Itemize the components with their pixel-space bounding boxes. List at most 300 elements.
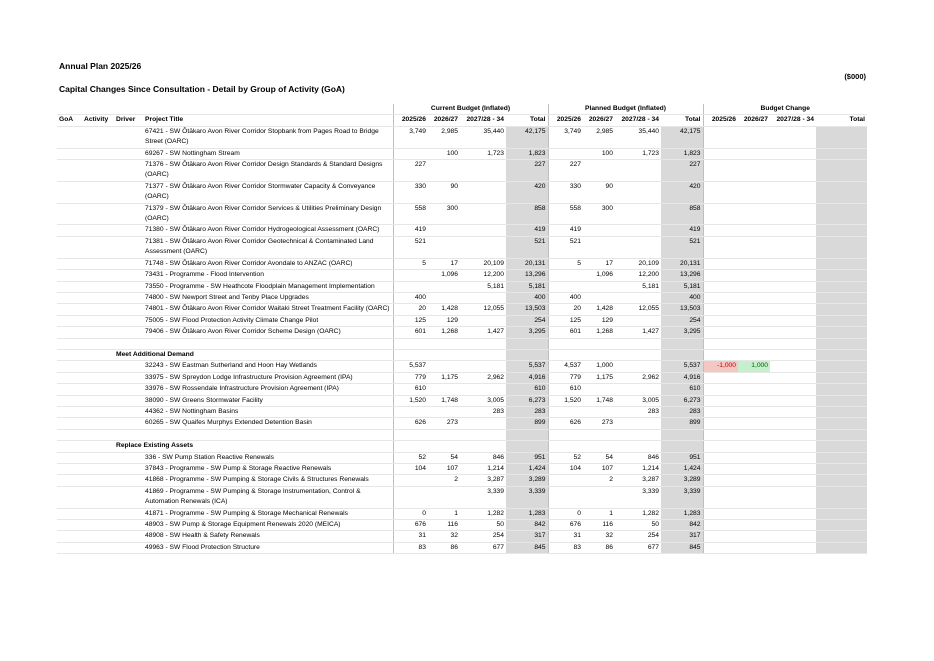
cur-value: 20	[393, 304, 428, 315]
table-cell	[703, 349, 738, 360]
cur-value: 125	[393, 315, 428, 326]
table-cell	[57, 429, 82, 440]
pln-value	[615, 236, 661, 258]
cur-value: 32	[428, 531, 460, 542]
chg-value	[738, 281, 770, 292]
table-cell	[57, 225, 82, 236]
chg-value	[738, 418, 770, 429]
pln-value: 1,428	[583, 304, 615, 315]
table-row	[57, 406, 867, 417]
pln-value: 842	[661, 520, 703, 531]
cur-value: 17	[428, 258, 460, 269]
table-cell	[82, 258, 114, 269]
project-title: 336 - SW Pump Station Reactive Renewals	[143, 452, 393, 463]
chg-value	[770, 384, 816, 395]
chg-value	[703, 148, 738, 159]
cur-value: 521	[506, 236, 548, 258]
table-cell	[82, 486, 114, 508]
pln-value	[548, 475, 583, 486]
chg-value	[703, 327, 738, 338]
table-cell	[114, 406, 143, 417]
section-label: Replace Existing Assets	[114, 441, 393, 452]
table-cell	[506, 441, 548, 452]
table-cell	[770, 441, 816, 452]
pln-value: 12,200	[615, 270, 661, 281]
table-cell	[114, 452, 143, 463]
cur-value: 50	[460, 520, 506, 531]
table-cell	[114, 270, 143, 281]
table-cell	[57, 441, 82, 452]
chg-value	[738, 395, 770, 406]
table-cell	[738, 349, 770, 360]
table-cell	[82, 126, 114, 148]
cur-value: 2,962	[460, 372, 506, 383]
table-cell	[114, 542, 143, 553]
cur-value: 3,295	[506, 327, 548, 338]
table-cell	[816, 338, 867, 349]
chg-value	[703, 463, 738, 474]
cur-value	[428, 384, 460, 395]
column-header: 2027/28 - 34	[615, 115, 661, 126]
column-header: 2027/28 - 34	[770, 115, 816, 126]
cur-value: 3,287	[460, 475, 506, 486]
chg-value	[816, 292, 867, 303]
table-cell	[82, 236, 114, 258]
chg-value	[816, 452, 867, 463]
chg-value	[738, 181, 770, 203]
pln-value: 676	[548, 520, 583, 531]
table-cell	[57, 327, 82, 338]
table-cell	[114, 126, 143, 148]
table-cell	[57, 361, 82, 372]
column-header: 2025/26	[393, 115, 428, 126]
cur-value: 31	[393, 531, 428, 542]
pln-value: 420	[661, 181, 703, 203]
table-cell	[114, 304, 143, 315]
chg-value	[703, 406, 738, 417]
cur-value	[428, 236, 460, 258]
pln-value: 4,537	[548, 361, 583, 372]
project-title: 41868 - Programme - SW Pumping & Storage Civils & Structures Renewals	[143, 475, 393, 486]
table-cell	[428, 441, 460, 452]
table-cell	[82, 315, 114, 326]
pln-value: 3,339	[615, 486, 661, 508]
table-cell	[703, 441, 738, 452]
chg-value	[770, 160, 816, 182]
chg-value	[770, 258, 816, 269]
pln-value: 1,723	[615, 148, 661, 159]
project-title: 49963 - SW Flood Protection Structure	[143, 542, 393, 553]
table-cell	[57, 281, 82, 292]
pln-value	[615, 418, 661, 429]
cur-value: 846	[460, 452, 506, 463]
chg-value	[703, 126, 738, 148]
chg-value	[703, 225, 738, 236]
spacer-row	[57, 429, 867, 440]
table-cell	[82, 508, 114, 519]
cur-value	[393, 270, 428, 281]
chg-value	[738, 270, 770, 281]
cur-value: 254	[460, 531, 506, 542]
pln-value: 899	[661, 418, 703, 429]
cur-value: 1,520	[393, 395, 428, 406]
chg-value: -1,000	[703, 361, 738, 372]
cur-value: 779	[393, 372, 428, 383]
pln-value: 779	[548, 372, 583, 383]
pln-value: 1,427	[615, 327, 661, 338]
cur-value	[428, 281, 460, 292]
table-cell	[583, 441, 615, 452]
table-cell	[703, 429, 738, 440]
column-header: Activity	[82, 115, 114, 126]
cur-value: 626	[393, 418, 428, 429]
pln-value: 5,181	[661, 281, 703, 292]
project-title: 33975 - SW Spreydon Lodge Infrastructure Provision Agreement (IPA)	[143, 372, 393, 383]
table-row	[57, 475, 867, 486]
chg-value	[770, 452, 816, 463]
pln-value: 125	[548, 315, 583, 326]
pln-value: 1,096	[583, 270, 615, 281]
project-title: 69267 - SW Nottingham Stream	[143, 148, 393, 159]
column-header: Total	[661, 115, 703, 126]
table-cell	[57, 338, 82, 349]
table-cell	[82, 531, 114, 542]
cur-value: 1,428	[428, 304, 460, 315]
chg-value	[770, 327, 816, 338]
cur-value: 100	[428, 148, 460, 159]
cur-value	[460, 160, 506, 182]
chg-value	[816, 418, 867, 429]
table-cell	[57, 292, 82, 303]
chg-value	[703, 315, 738, 326]
pln-value: 521	[548, 236, 583, 258]
pln-value: 1,748	[583, 395, 615, 406]
chg-value	[703, 452, 738, 463]
cur-value: 1,214	[460, 463, 506, 474]
chg-value	[770, 292, 816, 303]
chg-value	[770, 395, 816, 406]
pln-value: 5,181	[615, 281, 661, 292]
chg-value	[703, 203, 738, 225]
table-cell	[114, 520, 143, 531]
table-row	[57, 236, 867, 258]
table-cell	[82, 181, 114, 203]
pln-value: 100	[583, 148, 615, 159]
cur-value: 951	[506, 452, 548, 463]
chg-value	[703, 160, 738, 182]
table-cell	[506, 338, 548, 349]
pln-value	[583, 486, 615, 508]
table-cell	[82, 406, 114, 417]
project-title: 75005 - SW Flood Protection Activity Climate Change Pilot	[143, 315, 393, 326]
chg-value	[703, 384, 738, 395]
cur-value: 273	[428, 418, 460, 429]
table-cell	[114, 292, 143, 303]
pln-value: 400	[548, 292, 583, 303]
cur-value: 1	[428, 508, 460, 519]
cur-value: 227	[393, 160, 428, 182]
column-header: Total	[506, 115, 548, 126]
table-cell	[114, 508, 143, 519]
pln-value: 677	[615, 542, 661, 553]
chg-value	[738, 148, 770, 159]
table-cell	[82, 292, 114, 303]
chg-value	[738, 304, 770, 315]
table-cell	[82, 338, 114, 349]
chg-value	[816, 372, 867, 383]
cur-value: 54	[428, 452, 460, 463]
table-cell	[393, 429, 428, 440]
project-title: 74801 - SW Ōtākaro Avon River Corridor Waitaki Street Treatment Facility (OARC)	[143, 304, 393, 315]
chg-value	[703, 258, 738, 269]
table-cell	[57, 418, 82, 429]
table-cell	[82, 281, 114, 292]
pln-value	[583, 292, 615, 303]
pln-value	[615, 181, 661, 203]
pln-value: 330	[548, 181, 583, 203]
cur-value: 400	[393, 292, 428, 303]
cur-value	[460, 181, 506, 203]
chg-value	[770, 126, 816, 148]
pln-value: 4,916	[661, 372, 703, 383]
pln-value: 1	[583, 508, 615, 519]
chg-value	[816, 486, 867, 508]
table-cell	[703, 338, 738, 349]
pln-value	[615, 384, 661, 395]
pln-value: 54	[583, 452, 615, 463]
table-cell	[460, 429, 506, 440]
pln-value: 86	[583, 542, 615, 553]
chg-value	[770, 304, 816, 315]
column-header: 2026/27	[738, 115, 770, 126]
cur-value: 254	[506, 315, 548, 326]
cur-value: 20,109	[460, 258, 506, 269]
table-cell	[82, 160, 114, 182]
project-title: 71380 - SW Ōtākaro Avon River Corridor Hydrogeological Assessment (OARC)	[143, 225, 393, 236]
pln-value	[548, 148, 583, 159]
project-title: 71381 - SW Ōtākaro Avon River Corridor Geotechnical & Contaminated Land Assessment (OARC)	[143, 236, 393, 258]
pln-value: 2	[583, 475, 615, 486]
table-cell	[583, 338, 615, 349]
pln-value: 0	[548, 508, 583, 519]
cur-value	[460, 361, 506, 372]
chg-value	[770, 508, 816, 519]
cur-value: 1,823	[506, 148, 548, 159]
column-header-row	[57, 115, 867, 126]
pln-value: 2,985	[583, 126, 615, 148]
table-row	[57, 181, 867, 203]
cur-value: 116	[428, 520, 460, 531]
column-header: Driver	[114, 115, 143, 126]
pln-value: 3,749	[548, 126, 583, 148]
pln-value: 610	[548, 384, 583, 395]
chg-value	[738, 315, 770, 326]
pln-value: 104	[548, 463, 583, 474]
table-cell	[506, 429, 548, 440]
pln-value: 5,537	[661, 361, 703, 372]
pln-value: 317	[661, 531, 703, 542]
chg-value	[816, 236, 867, 258]
table-cell	[548, 441, 583, 452]
table-cell	[57, 463, 82, 474]
project-title: 71376 - SW Ōtākaro Avon River Corridor Design Standards & Standard Designs (OARC)	[143, 160, 393, 182]
project-title: 32243 - SW Eastman Sutherland and Hoon Hay Wetlands	[143, 361, 393, 372]
table-row	[57, 160, 867, 182]
column-header: 2027/28 - 34	[460, 115, 506, 126]
chg-value	[703, 475, 738, 486]
chg-value	[738, 292, 770, 303]
pln-value: 419	[661, 225, 703, 236]
cur-value	[460, 292, 506, 303]
chg-value	[738, 225, 770, 236]
chg-value	[816, 406, 867, 417]
table-row	[57, 418, 867, 429]
chg-value	[770, 406, 816, 417]
pln-value: 1,000	[583, 361, 615, 372]
table-cell	[583, 349, 615, 360]
column-header: 2026/27	[583, 115, 615, 126]
pln-value: 1,282	[615, 508, 661, 519]
cur-value: 677	[460, 542, 506, 553]
cur-value	[428, 160, 460, 182]
table-cell	[57, 542, 82, 553]
table-cell	[114, 429, 143, 440]
cur-value: 845	[506, 542, 548, 553]
cur-value	[428, 486, 460, 508]
table-row	[57, 148, 867, 159]
table-cell	[816, 441, 867, 452]
table-cell	[82, 225, 114, 236]
table-cell	[393, 441, 428, 452]
pln-value: 951	[661, 452, 703, 463]
table-cell	[57, 270, 82, 281]
table-cell	[114, 395, 143, 406]
pln-value	[583, 225, 615, 236]
pln-value: 3,339	[661, 486, 703, 508]
table-cell	[615, 441, 661, 452]
table-cell	[82, 395, 114, 406]
cur-value	[428, 292, 460, 303]
chg-value	[770, 203, 816, 225]
cur-value: 521	[393, 236, 428, 258]
chg-value	[770, 181, 816, 203]
table-row	[57, 292, 867, 303]
cur-value: 610	[393, 384, 428, 395]
chg-value	[703, 531, 738, 542]
pln-value: 845	[661, 542, 703, 553]
chg-value	[738, 463, 770, 474]
table-row	[57, 452, 867, 463]
cur-value	[393, 148, 428, 159]
pln-value: 17	[583, 258, 615, 269]
page-title: Annual Plan 2025/26	[59, 61, 142, 71]
pln-value: 227	[661, 160, 703, 182]
cur-value: 0	[393, 508, 428, 519]
table-cell	[57, 452, 82, 463]
table-cell	[738, 338, 770, 349]
cur-value: 4,916	[506, 372, 548, 383]
table-cell	[114, 236, 143, 258]
pln-value: 32	[583, 531, 615, 542]
table-cell	[114, 486, 143, 508]
pln-value: 283	[615, 406, 661, 417]
pln-value: 1,175	[583, 372, 615, 383]
cur-value	[460, 418, 506, 429]
table-cell	[82, 270, 114, 281]
chg-value	[816, 361, 867, 372]
page-subtitle: Capital Changes Since Consultation - Detail by Group of Activity (GoA)	[59, 84, 345, 94]
chg-value	[816, 126, 867, 148]
chg-value	[703, 372, 738, 383]
cur-value: 13,296	[506, 270, 548, 281]
pln-value: 1,268	[583, 327, 615, 338]
table-cell	[114, 160, 143, 182]
table-cell	[460, 349, 506, 360]
cur-value: 1,723	[460, 148, 506, 159]
pln-value: 626	[548, 418, 583, 429]
table-cell	[615, 429, 661, 440]
table-cell	[738, 429, 770, 440]
chg-value	[738, 486, 770, 508]
cur-value: 676	[393, 520, 428, 531]
pln-value: 1,823	[661, 148, 703, 159]
cur-value: 129	[428, 315, 460, 326]
pln-value	[583, 384, 615, 395]
table-row	[57, 520, 867, 531]
section-label: Meet Additional Demand	[114, 349, 393, 360]
table-row	[57, 542, 867, 553]
table-cell	[57, 315, 82, 326]
table-body	[57, 126, 867, 553]
cur-value: 5,181	[460, 281, 506, 292]
cur-value	[393, 486, 428, 508]
pln-value: 13,503	[661, 304, 703, 315]
table-cell	[114, 338, 143, 349]
pln-value: 116	[583, 520, 615, 531]
cur-value	[460, 384, 506, 395]
chg-value	[770, 148, 816, 159]
table-cell	[428, 429, 460, 440]
project-title: 79406 - SW Ōtākaro Avon River Corridor Scheme Design (OARC)	[143, 327, 393, 338]
pln-value: 6,273	[661, 395, 703, 406]
pln-value	[583, 281, 615, 292]
pln-value: 129	[583, 315, 615, 326]
pln-value: 5	[548, 258, 583, 269]
cur-value: 558	[393, 203, 428, 225]
chg-value	[738, 508, 770, 519]
cur-value: 104	[393, 463, 428, 474]
table-cell	[661, 349, 703, 360]
cur-value: 86	[428, 542, 460, 553]
spacer-row	[57, 338, 867, 349]
table-row	[57, 281, 867, 292]
table-cell	[548, 338, 583, 349]
table-cell	[583, 429, 615, 440]
table-cell	[114, 418, 143, 429]
pln-value: 83	[548, 542, 583, 553]
cur-value: 52	[393, 452, 428, 463]
cur-value: 1,268	[428, 327, 460, 338]
cur-value: 1,748	[428, 395, 460, 406]
chg-value	[738, 258, 770, 269]
chg-value	[703, 304, 738, 315]
chg-value	[816, 181, 867, 203]
pln-value: 846	[615, 452, 661, 463]
column-header: 2025/26	[703, 115, 738, 126]
pln-value: 13,296	[661, 270, 703, 281]
chg-value	[816, 508, 867, 519]
cur-value: 400	[506, 292, 548, 303]
